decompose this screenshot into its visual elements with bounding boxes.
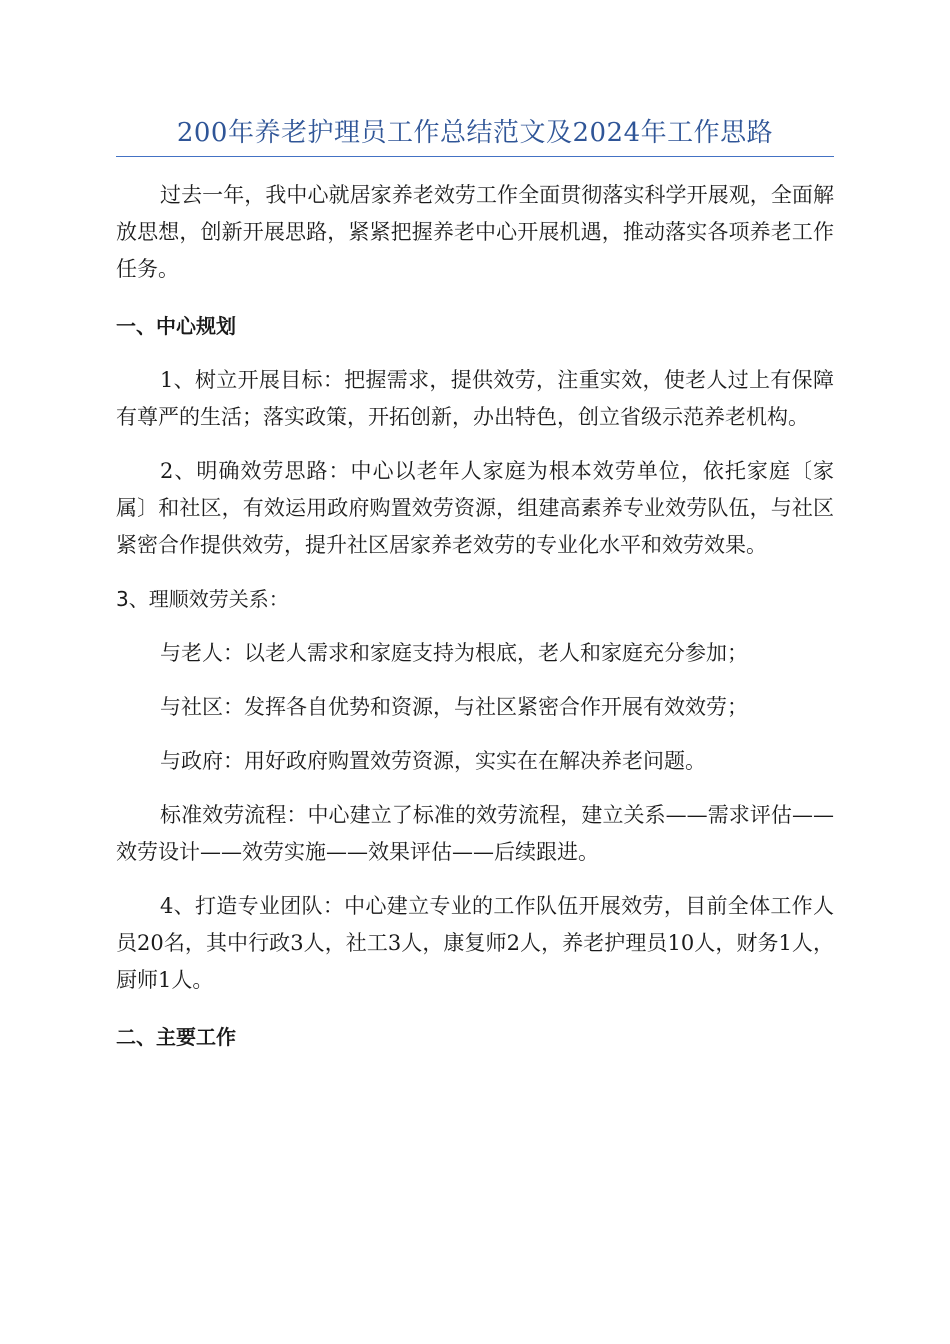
paragraph-goals: 1、树立开展目标：把握需求，提供效劳，注重实效，使老人过上有保障有尊严的生活；落实政策，开拓创新，办出特色，创立省级示范养老机构。 [116, 368, 834, 429]
paragraph-relation-government: 与政府：用好政府购置效劳资源，实实在在解决养老问题。 [160, 749, 706, 773]
document-page [116, 112, 834, 1056]
section-heading-planning: 一、中心规划 [116, 314, 236, 338]
paragraph-service-approach: 2、明确效劳思路：中心以老年人家庭为根本效劳单位，依托家庭〔家属〕和社区，有效运用政府购置效劳资源，组建高素养专业效劳队伍，与社区紧密合作提供效劳，提升社区居家养老效劳的专业化水平和效劳效果。 [116, 459, 834, 557]
document-title: 200年养老护理员工作总结范文及2024年工作思路 [116, 112, 834, 157]
section-heading-main-work: 二、主要工作 [116, 1025, 236, 1049]
paragraph-relation-community: 与社区：发挥各自优势和资源，与社区紧密合作开展有效效劳； [160, 695, 748, 719]
subheading-service-relations: 3、理顺效劳关系： [116, 587, 289, 611]
paragraph-service-process: 标准效劳流程：中心建立了标准的效劳流程，建立关系——需求评估——效劳设计——效劳实施——效果评估——后续跟进。 [116, 803, 834, 864]
paragraph-team: 4、打造专业团队：中心建立专业的工作队伍开展效劳，目前全体工作人员20名，其中行政3人，社工3人，康复师2人，养老护理员10人，财务1人，厨师1人。 [116, 894, 834, 992]
intro-paragraph: 过去一年，我中心就居家养老效劳工作全面贯彻落实科学开展观，全面解放思想，创新开展思路，紧紧把握养老中心开展机遇，推动落实各项养老工作任务。 [116, 183, 834, 281]
paragraph-relation-elderly: 与老人：以老人需求和家庭支持为根底，老人和家庭充分参加； [160, 641, 748, 665]
